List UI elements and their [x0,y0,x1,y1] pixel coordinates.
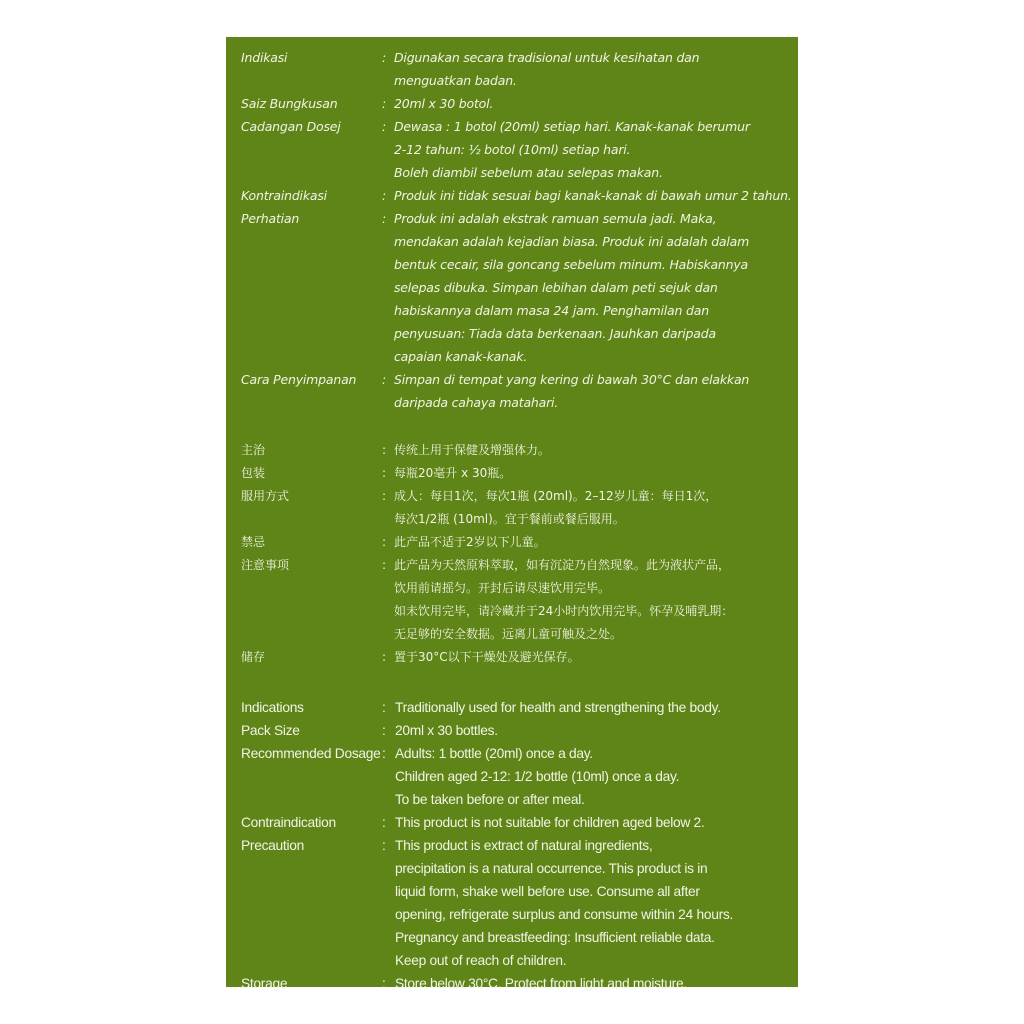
chinese-label: 主治 [241,443,266,457]
value-line: 每瓶20毫升 x 30瓶。 [394,466,512,480]
malay-value [394,115,778,184]
english-value [395,742,778,811]
malay-value [394,184,792,207]
chinese-row-item-2 [226,485,798,531]
chinese-section [226,439,798,669]
colon-separator: : [382,838,386,853]
english-section [226,696,798,995]
value-line: 成人：每日1次，每次1瓶 (20ml)。2–12岁儿童：每日1次， [394,489,718,503]
value-line: opening, refrigerate surplus and consume within 24 hours. [395,907,733,922]
english-value [395,696,778,719]
value-line: Digunakan secara tradisional untuk kesihatan dan [394,50,700,65]
english-row-storage [226,972,798,995]
colon-separator: : [382,188,387,203]
chinese-value [394,646,778,669]
malay-value [394,368,778,414]
value-line: This product is not suitable for children aged below 2. [395,815,705,830]
english-label: Contraindication [241,815,336,830]
english-label: Indications [241,700,304,715]
value-line: capaian kanak-kanak. [394,349,528,364]
value-line: 20ml x 30 bottles. [395,723,498,738]
colon-separator: : [382,535,387,549]
value-line: precipitation is a natural occurrence. This product is in [395,861,708,876]
english-value [395,834,778,972]
english-label: Storage [241,976,288,991]
chinese-value [394,554,778,646]
chinese-row-item-3 [226,531,798,554]
colon-separator: : [382,50,387,65]
value-line: daripada cahaya matahari. [394,395,559,410]
value-line: 2-12 tahun: ½ botol (10ml) setiap hari. [394,142,631,157]
value-line: 无足够的安全数据。远离儿童可触及之处。 [394,627,623,641]
value-line: menguatkan badan. [394,73,517,88]
malay-row-perhatian [226,207,798,368]
malay-label: Kontraindikasi [241,188,327,203]
value-line: Simpan di tempat yang kering di bawah 30°C dan elakkan [394,372,750,387]
chinese-label: 服用方式 [241,489,290,503]
english-row-recommended-dosage [226,742,798,811]
value-line: bentuk cecair, sila goncang sebelum minum. Habiskannya [394,257,749,272]
value-line: mendakan adalah kejadian biasa. Produk ini adalah dalam [394,234,750,249]
english-value [395,719,778,742]
malay-row-cara-penyimpanan [226,368,798,414]
malay-label: Cadangan Dosej [241,119,341,134]
value-line: To be taken before or after meal. [395,792,585,807]
value-line: This product is extract of natural ingredients, [395,838,653,853]
value-line: 如未饮用完毕，请冷藏并于24小时内饮用完毕。怀孕及哺乳期： [394,604,734,618]
value-line: 置于30°C以下干燥处及避光保存。 [394,650,580,664]
chinese-row-item-4 [226,554,798,646]
malay-row-cadangan-dosej [226,115,798,184]
english-row-indications [226,696,798,719]
malay-label: Saiz Bungkusan [241,96,338,111]
chinese-label: 注意事项 [241,558,290,572]
colon-separator: : [382,211,387,226]
malay-row-saiz-bungkusan [226,92,798,115]
value-line: penyusuan: Tiada data berkenaan. Jauhkan daripada [394,326,716,341]
value-line: Dewasa : 1 botol (20ml) setiap hari. Kanak-kanak berumur [394,119,750,134]
colon-separator: : [382,723,386,738]
value-line: Keep out of reach of children. [395,953,567,968]
malay-value [394,46,778,92]
colon-separator: : [382,372,387,387]
colon-separator: : [382,96,387,111]
chinese-label: 包装 [241,466,266,480]
chinese-row-item-5 [226,646,798,669]
malay-row-indikasi [226,46,798,92]
malay-label: Cara Penyimpanan [241,372,357,387]
chinese-value [394,462,778,485]
english-value [395,811,778,834]
malay-value [394,207,778,368]
colon-separator: : [382,489,387,503]
colon-separator: : [382,746,386,761]
value-line: 饮用前请摇匀。开封后请尽速饮用完毕。 [394,581,611,595]
english-label: Pack Size [241,723,300,738]
value-line: liquid form, shake well before use. Consume all after [395,884,700,899]
malay-section [226,46,798,414]
chinese-row-item-1 [226,462,798,485]
malay-label: Perhatian [241,211,300,226]
english-label: Precaution [241,838,304,853]
malay-label: Indikasi [241,50,288,65]
colon-separator: : [382,443,387,457]
malay-value [394,92,778,115]
value-line: 每次1/2瓶 (10ml)。宜于餐前或餐后服用。 [394,512,625,526]
value-line: Pregnancy and breastfeeding: Insufficient reliable data. [395,930,715,945]
colon-separator: : [382,976,386,991]
chinese-label: 禁忌 [241,535,266,549]
value-line: Boleh diambil sebelum atau selepas makan. [394,165,663,180]
colon-separator: : [382,700,386,715]
value-line: Adults: 1 bottle (20ml) once a day. [395,746,593,761]
value-line: Produk ini adalah ekstrak ramuan semula jadi. Maka, [394,211,717,226]
english-row-contraindication [226,811,798,834]
value-line: habiskannya dalam masa 24 jam. Penghamilan dan [394,303,709,318]
value-line: Store below 30°C. Protect from light and moisture. [395,976,687,991]
chinese-value [394,439,778,462]
chinese-label: 储存 [241,650,266,664]
value-line: selepas dibuka. Simpan lebihan dalam peti sejuk dan [394,280,718,295]
value-line: 20ml x 30 botol. [394,96,494,111]
colon-separator: : [382,558,387,572]
value-line: 此产品为天然原料萃取，如有沉淀乃自然现象。此为液状产品， [394,558,731,572]
english-row-pack-size [226,719,798,742]
colon-separator: : [382,119,387,134]
malay-row-kontraindikasi [226,184,798,207]
chinese-row-item-0 [226,439,798,462]
value-line: Produk ini tidak sesuai bagi kanak-kanak di bawah umur 2 tahun. [394,188,792,203]
colon-separator: : [382,466,387,480]
chinese-value [394,485,778,531]
product-info-panel [226,37,798,991]
english-label: Recommended Dosage [241,746,381,761]
colon-separator: : [382,815,386,830]
english-value [395,972,778,995]
chinese-value [394,531,778,554]
value-line: 传统上用于保健及增强体力。 [394,443,551,457]
value-line: 此产品不适于2岁以下儿童。 [394,535,546,549]
colon-separator: : [382,650,387,664]
value-line: Children aged 2-12: 1/2 bottle (10ml) once a day. [395,769,680,784]
value-line: Traditionally used for health and strengthening the body. [395,700,721,715]
english-row-precaution [226,834,798,972]
